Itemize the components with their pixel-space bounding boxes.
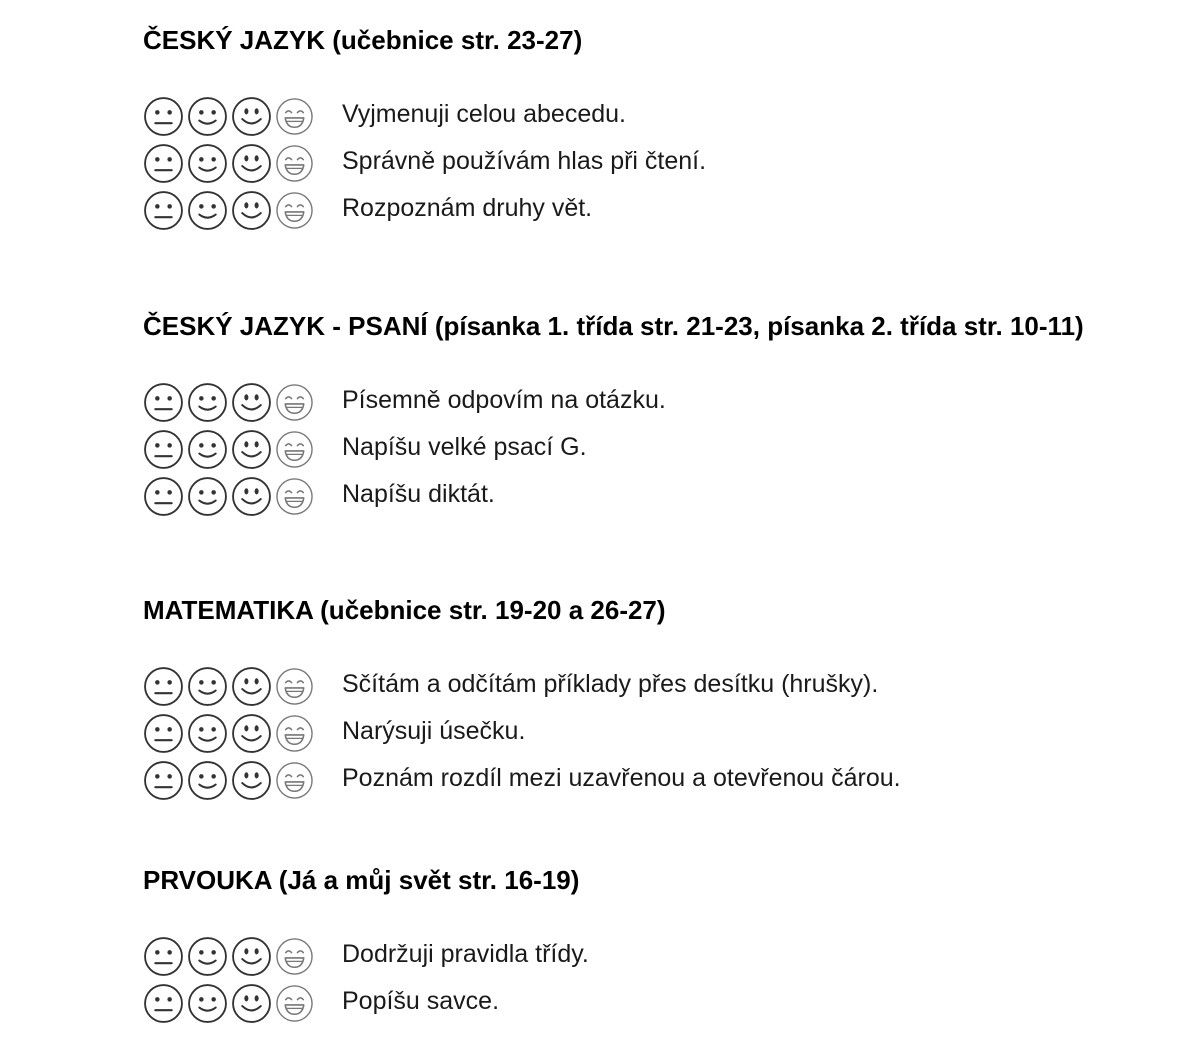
rating-faces: [143, 983, 326, 1024]
statement-text: Rozpoznám druhy vět.: [342, 193, 593, 222]
slight-smile-face-icon[interactable]: [187, 666, 228, 707]
statement-text: Správně používám hlas při čtení.: [342, 146, 707, 175]
smile-face-icon[interactable]: [231, 476, 272, 517]
statement-row: [143, 140, 706, 187]
section-matematika: [143, 595, 901, 804]
slight-smile-face-icon[interactable]: [187, 936, 228, 977]
rating-faces: [143, 429, 326, 470]
neutral-face-icon[interactable]: [143, 96, 184, 137]
section-heading: ČESKÝ JAZYK (učebnice str. 23-27): [143, 25, 583, 55]
slight-smile-face-icon[interactable]: [187, 382, 228, 423]
neutral-face-icon[interactable]: [143, 476, 184, 517]
statement-row: [143, 426, 1084, 473]
neutral-face-icon[interactable]: [143, 143, 184, 184]
grin-face-icon[interactable]: [275, 936, 316, 977]
statement-row: [143, 473, 1084, 520]
statement-text: Poznám rozdíl mezi uzavřenou a otevřenou čárou.: [342, 763, 901, 792]
section-cesky-jazyk-psani: [143, 311, 1084, 520]
smile-face-icon[interactable]: [231, 666, 272, 707]
rating-faces: [143, 476, 326, 517]
statement-row: [143, 980, 589, 1027]
section-prvouka: [143, 865, 589, 1027]
neutral-face-icon[interactable]: [143, 190, 184, 231]
statement-text: Vyjmenuji celou abecedu.: [342, 99, 626, 128]
grin-face-icon[interactable]: [275, 760, 316, 801]
grin-face-icon[interactable]: [275, 143, 316, 184]
neutral-face-icon[interactable]: [143, 760, 184, 801]
grin-face-icon[interactable]: [275, 713, 316, 754]
rating-faces: [143, 713, 326, 754]
grin-face-icon[interactable]: [275, 382, 316, 423]
slight-smile-face-icon[interactable]: [187, 429, 228, 470]
grin-face-icon[interactable]: [275, 190, 316, 231]
slight-smile-face-icon[interactable]: [187, 713, 228, 754]
rating-faces: [143, 666, 326, 707]
grin-face-icon[interactable]: [275, 666, 316, 707]
section-heading: MATEMATIKA (učebnice str. 19-20 a 26-27): [143, 595, 666, 625]
statement-text: Napíšu diktát.: [342, 479, 495, 508]
rating-faces: [143, 190, 326, 231]
slight-smile-face-icon[interactable]: [187, 476, 228, 517]
statement-row: [143, 187, 706, 234]
statement-row: [143, 379, 1084, 426]
smile-face-icon[interactable]: [231, 713, 272, 754]
slight-smile-face-icon[interactable]: [187, 760, 228, 801]
grin-face-icon[interactable]: [275, 983, 316, 1024]
section-heading: PRVOUKA (Já a můj svět str. 16-19): [143, 865, 580, 895]
statement-text: Dodržuji pravidla třídy.: [342, 939, 589, 968]
statement-text: Písemně odpovím na otázku.: [342, 385, 666, 414]
smile-face-icon[interactable]: [231, 96, 272, 137]
statement-row: [143, 93, 706, 140]
rating-faces: [143, 143, 326, 184]
statement-text: Sčítám a odčítám příklady přes desítku (hrušky).: [342, 669, 879, 698]
statement-list: [143, 933, 589, 1027]
slight-smile-face-icon[interactable]: [187, 983, 228, 1024]
slight-smile-face-icon[interactable]: [187, 143, 228, 184]
rating-faces: [143, 936, 326, 977]
statement-list: [143, 663, 901, 804]
neutral-face-icon[interactable]: [143, 429, 184, 470]
rating-faces: [143, 382, 326, 423]
smile-face-icon[interactable]: [231, 429, 272, 470]
rating-faces: [143, 760, 326, 801]
neutral-face-icon[interactable]: [143, 666, 184, 707]
smile-face-icon[interactable]: [231, 382, 272, 423]
neutral-face-icon[interactable]: [143, 936, 184, 977]
slight-smile-face-icon[interactable]: [187, 190, 228, 231]
statement-text: Narýsuji úsečku.: [342, 716, 526, 745]
grin-face-icon[interactable]: [275, 96, 316, 137]
statement-row: [143, 663, 901, 710]
smile-face-icon[interactable]: [231, 760, 272, 801]
statement-list: [143, 379, 1084, 520]
statement-text: Napíšu velké psací G.: [342, 432, 587, 461]
section-cesky-jazyk: [143, 25, 706, 234]
smile-face-icon[interactable]: [231, 190, 272, 231]
statement-list: [143, 93, 706, 234]
grin-face-icon[interactable]: [275, 429, 316, 470]
rating-faces: [143, 96, 326, 137]
neutral-face-icon[interactable]: [143, 713, 184, 754]
neutral-face-icon[interactable]: [143, 983, 184, 1024]
grin-face-icon[interactable]: [275, 476, 316, 517]
statement-text: Popíšu savce.: [342, 986, 500, 1015]
slight-smile-face-icon[interactable]: [187, 96, 228, 137]
smile-face-icon[interactable]: [231, 936, 272, 977]
section-heading: ČESKÝ JAZYK - PSANÍ (písanka 1. třída str. 21-23, písanka 2. třída str. 10-11): [143, 311, 1084, 341]
neutral-face-icon[interactable]: [143, 382, 184, 423]
statement-row: [143, 710, 901, 757]
smile-face-icon[interactable]: [231, 143, 272, 184]
smile-face-icon[interactable]: [231, 983, 272, 1024]
statement-row: [143, 757, 901, 804]
statement-row: [143, 933, 589, 980]
